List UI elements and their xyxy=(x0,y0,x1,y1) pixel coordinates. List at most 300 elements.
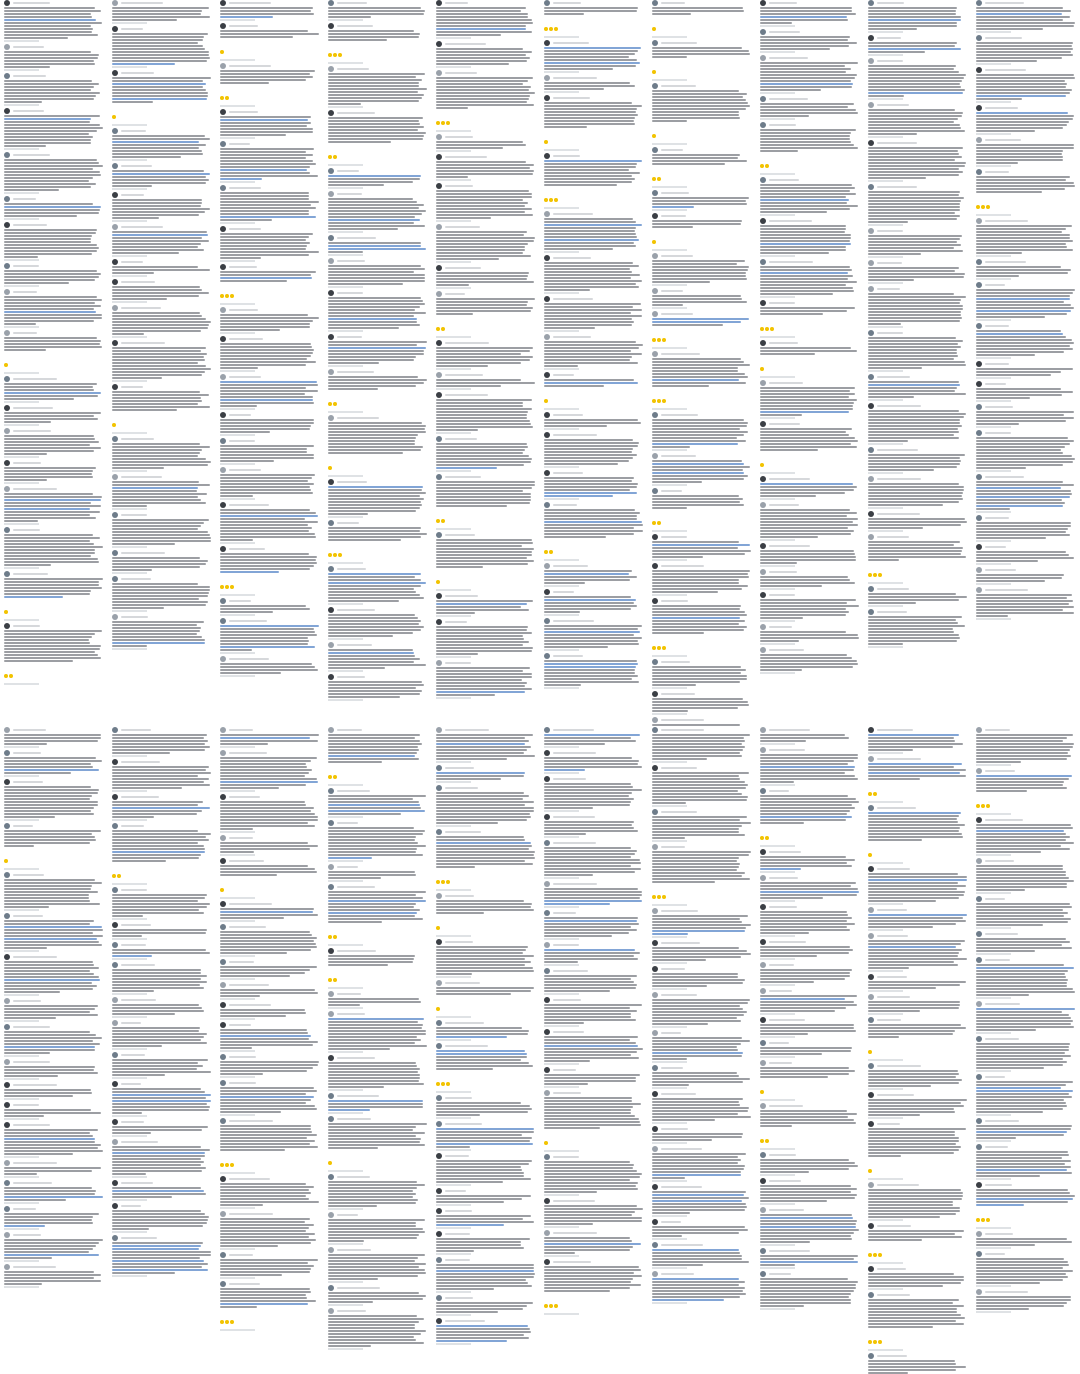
comment-text-line xyxy=(976,1172,1072,1174)
comment-text-line xyxy=(4,1112,101,1114)
comment-text-line xyxy=(760,553,855,555)
comment-text-line xyxy=(4,229,97,231)
emoji-icon xyxy=(436,519,440,523)
comment-post xyxy=(216,1002,324,1020)
avatar-icon xyxy=(760,624,766,630)
avatar-icon xyxy=(760,476,766,482)
comment-text-line xyxy=(112,595,208,597)
comment-post xyxy=(972,1144,1080,1180)
comment-text-line xyxy=(112,1094,211,1096)
comment-post xyxy=(864,933,972,972)
comment-text-line xyxy=(976,414,1064,416)
username-text xyxy=(121,194,144,196)
comment-text-line xyxy=(976,228,1066,230)
comment-post xyxy=(972,430,1080,472)
comment-text-line xyxy=(220,611,273,613)
comment-meta xyxy=(652,1061,687,1063)
comment-text-line xyxy=(220,868,315,870)
emoji-icon xyxy=(652,399,656,403)
comment-post xyxy=(108,128,216,161)
comment-text-line xyxy=(652,481,702,483)
comment-text-line xyxy=(652,1197,749,1199)
comment-text-line xyxy=(4,1052,50,1054)
comment-text-line xyxy=(544,379,634,381)
emoji-icon xyxy=(868,792,872,796)
comment-text-line xyxy=(760,443,851,445)
comment-meta xyxy=(652,840,687,842)
comment-header xyxy=(112,305,212,311)
comment-text-line xyxy=(112,39,203,41)
comment-text-line xyxy=(976,1099,1064,1101)
comment-text-line xyxy=(112,1074,165,1076)
comment-text-line xyxy=(4,1170,92,1172)
comment-meta xyxy=(652,962,687,964)
comment-text-line xyxy=(868,967,909,969)
comment-text-line xyxy=(4,842,90,844)
comment-text-line xyxy=(760,132,851,134)
comment-text-line xyxy=(436,423,531,425)
comment-header xyxy=(544,881,644,887)
comment-text-line xyxy=(436,1273,535,1275)
comment-text-line xyxy=(544,1112,631,1114)
comment-text-line xyxy=(868,115,962,117)
comment-text-line xyxy=(760,1194,857,1196)
comment-text-line xyxy=(652,710,688,712)
comment-text-line xyxy=(652,1052,743,1054)
comment-meta xyxy=(652,1026,687,1028)
comment-text-line xyxy=(220,801,305,803)
username-text xyxy=(337,886,375,888)
comment-text-line xyxy=(868,556,966,558)
comment-meta xyxy=(328,784,363,786)
comment-text-line xyxy=(868,19,961,21)
comment-header xyxy=(112,163,212,169)
comment-text-line xyxy=(760,1238,852,1240)
comment-text-line xyxy=(544,442,639,444)
comment-meta xyxy=(760,565,795,567)
comment-text-line xyxy=(760,972,850,974)
avatar-icon xyxy=(112,576,118,582)
emoji-icon xyxy=(976,804,980,808)
avatar-icon xyxy=(652,190,658,196)
comment-text-line xyxy=(760,515,847,517)
comment-text-line xyxy=(112,1167,206,1169)
comment-meta xyxy=(220,1277,255,1279)
avatar-icon xyxy=(760,962,766,968)
comment-post xyxy=(972,1289,1080,1313)
comment-text-line xyxy=(4,473,92,475)
emoji-icon xyxy=(220,50,224,54)
comment-text-line xyxy=(328,1018,424,1020)
avatar-icon xyxy=(112,550,118,556)
comment-text-line xyxy=(760,112,858,114)
comment-strip-column xyxy=(432,0,541,727)
comment-header xyxy=(436,372,536,378)
comment-text-line xyxy=(220,634,317,636)
comment-text-line xyxy=(652,675,747,677)
comment-text-line xyxy=(544,341,636,343)
comment-text-line xyxy=(328,207,419,209)
comment-post xyxy=(648,563,756,596)
comment-header xyxy=(328,235,428,241)
comment-text-line xyxy=(112,36,204,38)
comment-text-line xyxy=(436,903,532,905)
comment-text-line xyxy=(544,518,637,520)
comment-text-line xyxy=(868,1128,966,1130)
comment-text-line xyxy=(544,306,633,308)
comment-text-line xyxy=(976,508,1010,510)
comment-text-line xyxy=(4,66,50,68)
comment-post xyxy=(108,997,216,1018)
comment-text-line xyxy=(328,251,363,253)
comment-meta xyxy=(436,1091,471,1093)
comment-text-line xyxy=(760,42,857,44)
emoji-icon xyxy=(225,1320,229,1324)
comment-post xyxy=(540,653,648,689)
comment-meta xyxy=(436,1149,471,1151)
comment-text-line xyxy=(436,1172,524,1174)
comment-post xyxy=(756,875,864,902)
comment-text-line xyxy=(328,362,379,364)
avatar-icon xyxy=(652,0,658,6)
comment-text-line xyxy=(652,1206,747,1208)
comment-text-line xyxy=(976,740,1063,742)
comment-meta xyxy=(112,188,147,190)
comment-header xyxy=(868,1092,968,1098)
avatar-icon xyxy=(112,26,118,32)
comment-meta xyxy=(112,819,147,821)
comment-text-line xyxy=(652,863,740,865)
comment-text-line xyxy=(976,83,1067,85)
comment-text-line xyxy=(436,284,469,286)
avatar-icon xyxy=(652,691,658,697)
comment-post xyxy=(756,1248,864,1269)
comment-text-line xyxy=(760,914,848,916)
comment-text-line xyxy=(220,119,308,121)
username-text xyxy=(229,266,257,268)
avatar-icon xyxy=(976,137,982,143)
emoji-row xyxy=(4,599,104,618)
comment-text-line xyxy=(436,1036,507,1038)
comment-header xyxy=(112,384,212,390)
comment-text-line xyxy=(4,961,93,963)
comment-text-line xyxy=(760,640,799,642)
comment-text-line xyxy=(436,1027,522,1029)
comment-text-line xyxy=(760,196,846,198)
comment-text-line xyxy=(976,301,1064,303)
comment-post xyxy=(216,1080,324,1116)
comment-post xyxy=(108,436,216,472)
comment-text-line xyxy=(652,1101,739,1103)
comment-text-line xyxy=(544,382,638,384)
comment-meta xyxy=(4,372,39,374)
comment-text-line xyxy=(328,912,417,914)
emoji-icon xyxy=(544,1304,548,1308)
comment-text-line xyxy=(220,1274,282,1276)
comment-meta xyxy=(760,255,795,257)
comment-text-line xyxy=(436,609,529,611)
comment-post xyxy=(0,623,108,685)
comment-text-line xyxy=(436,542,533,544)
comment-text-line xyxy=(976,1131,1067,1133)
avatar-icon xyxy=(868,907,874,913)
comment-text-line xyxy=(976,1157,1062,1159)
comment-text-line xyxy=(976,909,1063,911)
comment-text-line xyxy=(220,1143,310,1145)
comment-text-line xyxy=(760,1027,854,1029)
avatar-icon xyxy=(220,23,226,29)
comment-text-line xyxy=(328,510,416,512)
comment-meta xyxy=(436,1016,471,1018)
comment-text-line xyxy=(220,16,273,18)
comment-header xyxy=(760,647,860,653)
comment-text-line xyxy=(976,464,1063,466)
comment-text-line xyxy=(4,648,100,650)
comment-text-line xyxy=(760,10,852,12)
comment-header xyxy=(112,794,212,800)
comment-post xyxy=(108,1235,216,1277)
emoji-icon xyxy=(112,115,116,119)
comment-text-line xyxy=(220,553,309,555)
comment-text-line xyxy=(652,796,748,798)
comment-text-line xyxy=(544,1246,633,1248)
comment-text-line xyxy=(436,990,531,992)
avatar-icon xyxy=(976,1074,982,1080)
comment-text-line xyxy=(328,1144,425,1146)
comment-text-line xyxy=(976,1081,1073,1083)
comment-text-line xyxy=(112,900,198,902)
comment-text-line xyxy=(652,878,750,880)
comment-text-line xyxy=(652,1055,742,1057)
comment-text-line xyxy=(112,987,204,989)
comment-text-line xyxy=(868,1114,920,1116)
avatar-icon xyxy=(868,586,874,592)
comment-text-line xyxy=(328,103,361,105)
username-text xyxy=(877,909,907,911)
comment-text-line xyxy=(868,634,959,636)
comment-header xyxy=(220,1176,320,1182)
username-text xyxy=(229,620,267,622)
avatar-icon xyxy=(652,288,658,294)
emoji-row xyxy=(868,1242,968,1261)
emoji-row xyxy=(4,848,104,867)
avatar-icon xyxy=(436,727,442,733)
comment-text-line xyxy=(760,287,853,289)
comment-meta xyxy=(760,620,795,622)
comment-text-line xyxy=(220,1146,318,1148)
comment-text-line xyxy=(652,1261,749,1263)
comment-text-line xyxy=(112,1106,210,1108)
comment-meta xyxy=(868,929,903,931)
comment-header xyxy=(652,691,752,697)
comment-text-line xyxy=(436,737,525,739)
username-text xyxy=(877,611,907,613)
comment-meta xyxy=(544,1063,579,1065)
comment-text-line xyxy=(4,276,99,278)
comment-text-line xyxy=(220,445,314,447)
comment-text-line xyxy=(328,85,419,87)
comment-text-line xyxy=(544,740,636,742)
comment-text-line xyxy=(436,545,522,547)
comment-text-line xyxy=(112,534,210,536)
comment-text-line xyxy=(220,70,315,72)
username-text xyxy=(445,662,471,664)
comment-post xyxy=(648,940,756,964)
comment-text-line xyxy=(760,885,851,887)
comment-text-line xyxy=(868,1001,960,1003)
comment-text-line xyxy=(436,682,527,684)
comment-text-line xyxy=(544,181,632,183)
username-text xyxy=(121,1054,145,1056)
avatar-icon xyxy=(436,593,442,599)
comment-text-line xyxy=(328,201,417,203)
comment-header xyxy=(976,544,1076,550)
comment-text-line xyxy=(328,585,421,587)
comment-text-line xyxy=(328,1030,426,1032)
username-text xyxy=(229,1120,273,1122)
comment-text-line xyxy=(652,278,747,280)
comment-meta xyxy=(868,1088,903,1090)
comment-text-line xyxy=(544,958,638,960)
avatar-icon xyxy=(652,1091,658,1097)
comment-text-line xyxy=(760,801,859,803)
comment-text-line xyxy=(220,975,290,977)
comment-text-line xyxy=(544,763,638,765)
avatar-icon xyxy=(220,656,226,662)
comment-text-line xyxy=(976,606,1074,608)
comment-text-line xyxy=(652,1046,737,1048)
comment-text-line xyxy=(868,48,961,50)
username-text xyxy=(553,778,586,780)
comment-text-line xyxy=(328,737,415,739)
comment-post xyxy=(0,0,108,42)
comment-header xyxy=(760,122,860,128)
comment-strip-column xyxy=(0,727,109,1374)
comment-text-line xyxy=(868,940,965,942)
username-text xyxy=(985,860,1014,862)
comment-post xyxy=(864,184,972,226)
comment-text-line xyxy=(976,1175,1040,1177)
avatar-icon xyxy=(760,1248,766,1254)
avatar-icon xyxy=(652,1219,658,1225)
comment-meta xyxy=(328,516,363,518)
comment-text-line xyxy=(220,1245,278,1247)
comment-text-line xyxy=(436,196,532,198)
avatar-icon xyxy=(544,942,550,948)
avatar-icon xyxy=(544,1259,550,1265)
username-text xyxy=(553,970,588,972)
comment-text-line xyxy=(4,177,93,179)
comment-meta xyxy=(868,31,903,33)
comment-text-line xyxy=(436,626,528,628)
comment-text-line xyxy=(760,1073,849,1075)
comment-text-line xyxy=(328,693,420,695)
comment-text-line xyxy=(220,787,279,789)
comment-text-line xyxy=(760,65,845,67)
comment-meta xyxy=(544,906,579,908)
comment-text-line xyxy=(4,645,101,647)
emoji-icon xyxy=(4,859,8,863)
comment-text-line xyxy=(544,926,631,928)
comment-text-line xyxy=(868,156,962,158)
comment-text-line xyxy=(436,961,531,963)
comment-text-line xyxy=(544,172,640,174)
comment-text-line xyxy=(868,112,963,114)
username-text xyxy=(13,1061,50,1063)
comment-text-line xyxy=(328,614,415,616)
comment-header xyxy=(436,939,536,945)
comment-text-line xyxy=(760,576,848,578)
comment-text-line xyxy=(112,543,175,545)
comment-text-line xyxy=(220,1070,307,1072)
username-text xyxy=(661,536,687,538)
avatar-icon xyxy=(4,73,10,79)
comment-text-line xyxy=(112,1088,201,1090)
comment-text-line xyxy=(112,1132,151,1134)
avatar-icon xyxy=(4,954,10,960)
comment-text-line xyxy=(112,359,205,361)
comment-meta xyxy=(652,1302,687,1304)
comment-text-line xyxy=(976,824,1071,826)
comment-header xyxy=(4,623,104,629)
comment-text-line xyxy=(220,637,308,639)
avatar-icon xyxy=(544,1090,550,1096)
comment-text-line xyxy=(436,141,523,143)
comment-meta xyxy=(4,456,39,458)
comment-header xyxy=(652,412,752,418)
comment-text-line xyxy=(112,147,199,149)
comment-text-line xyxy=(4,1245,96,1247)
comment-text-line xyxy=(652,605,741,607)
comment-post xyxy=(864,756,972,803)
comment-post xyxy=(216,858,324,899)
username-text xyxy=(13,110,44,112)
comment-text-line xyxy=(328,138,423,140)
comment-text-line xyxy=(868,177,926,179)
comment-text-line xyxy=(652,1194,744,1196)
comment-text-line xyxy=(4,92,100,94)
comment-text-line xyxy=(328,655,415,657)
comment-text-line xyxy=(976,127,1063,129)
comment-post xyxy=(540,910,648,940)
comment-post xyxy=(756,1178,864,1205)
comment-text-line xyxy=(112,630,200,632)
username-text xyxy=(121,1205,141,1207)
comment-text-line xyxy=(976,1108,1063,1110)
comment-text-line xyxy=(868,544,954,546)
avatar-icon xyxy=(976,430,982,436)
comment-text-line xyxy=(220,454,314,456)
comment-text-line xyxy=(868,1131,955,1133)
comment-text-line xyxy=(112,932,206,934)
comment-text-line xyxy=(220,1306,257,1308)
comment-text-line xyxy=(328,33,420,35)
comment-header xyxy=(760,1207,860,1213)
comment-text-line xyxy=(760,816,852,818)
comment-text-line xyxy=(328,830,425,832)
comment-post xyxy=(108,192,216,222)
comment-text-line xyxy=(4,1115,44,1117)
avatar-icon xyxy=(328,1055,334,1061)
comment-text-line xyxy=(112,642,205,644)
comment-text-line xyxy=(652,90,739,92)
comment-text-line xyxy=(760,533,851,535)
comment-text-line xyxy=(652,1116,751,1118)
comment-text-line xyxy=(436,993,511,995)
emoji-icon xyxy=(441,327,445,331)
comment-text-line xyxy=(760,1110,847,1112)
avatar-icon xyxy=(976,817,982,823)
